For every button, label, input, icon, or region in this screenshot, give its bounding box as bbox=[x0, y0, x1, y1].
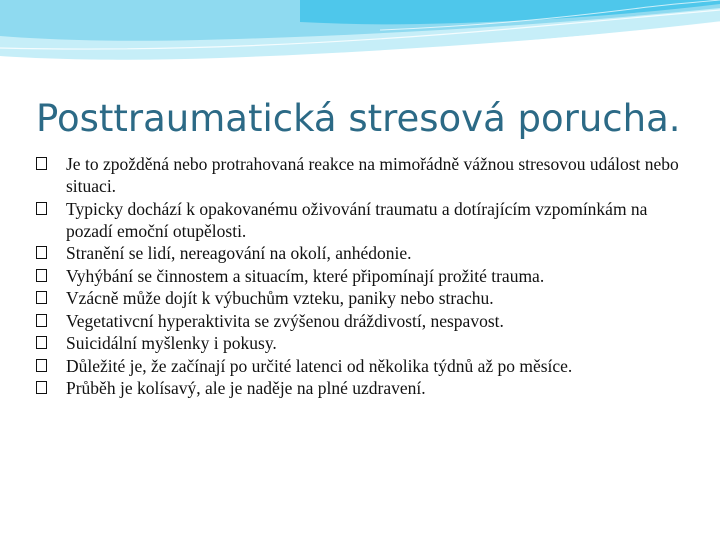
bullet-text: Typicky dochází k opakovanému oživování traumatu a dotírajícím vzpomínkám na pozadí emoční otupělosti. bbox=[66, 198, 648, 241]
missing-glyph-box-icon bbox=[36, 157, 47, 170]
missing-glyph-box-icon bbox=[36, 314, 47, 327]
bullet-text: Vegetativcní hyperaktivita se zvýšenou dráždivostí, nespavost. bbox=[66, 310, 504, 331]
bullet-item bbox=[36, 377, 686, 399]
header-wave-decoration bbox=[0, 0, 720, 80]
bullet-item bbox=[36, 242, 686, 264]
missing-glyph-box-icon bbox=[36, 336, 47, 349]
bullet-text: Důležité je, že začínají po určité latenci od několika týdnů až po měsíce. bbox=[66, 355, 573, 376]
bullet-item bbox=[36, 332, 686, 354]
bullet-text: Vzácně může dojít k výbuchům vzteku, paniky nebo strachu. bbox=[66, 288, 494, 308]
missing-glyph-box-icon bbox=[36, 202, 47, 215]
missing-glyph-box-icon bbox=[36, 246, 47, 259]
bullet-text: Vyhýbání se činnostem a situacím, které připomínají prožité trauma. bbox=[66, 265, 545, 286]
bullet-text: Suicidální myšlenky i pokusy. bbox=[66, 333, 277, 353]
bullet-text: Stranění se lidí, nereagování na okolí, anhédonie. bbox=[66, 243, 412, 263]
bullet-text: Je to zpožděná nebo protrahovaná reakce na mimořádně vážnou stresovou událost nebo situaci. bbox=[66, 154, 679, 196]
missing-glyph-box-icon bbox=[36, 269, 47, 282]
missing-glyph-box-icon bbox=[36, 291, 47, 304]
bullet-item bbox=[36, 265, 686, 287]
missing-glyph-box-icon bbox=[36, 359, 47, 372]
bullet-item bbox=[36, 153, 686, 197]
slide-title: Posttraumatická stresová porucha. bbox=[36, 97, 681, 140]
bullet-item bbox=[36, 355, 686, 377]
missing-glyph-box-icon bbox=[36, 381, 47, 394]
bullet-text: Průběh je kolísavý, ale je naděje na plné uzdravení. bbox=[66, 378, 426, 398]
bullet-item bbox=[36, 287, 686, 309]
bullet-item bbox=[36, 198, 686, 242]
bullet-item bbox=[36, 310, 686, 332]
bullet-list bbox=[36, 153, 686, 400]
